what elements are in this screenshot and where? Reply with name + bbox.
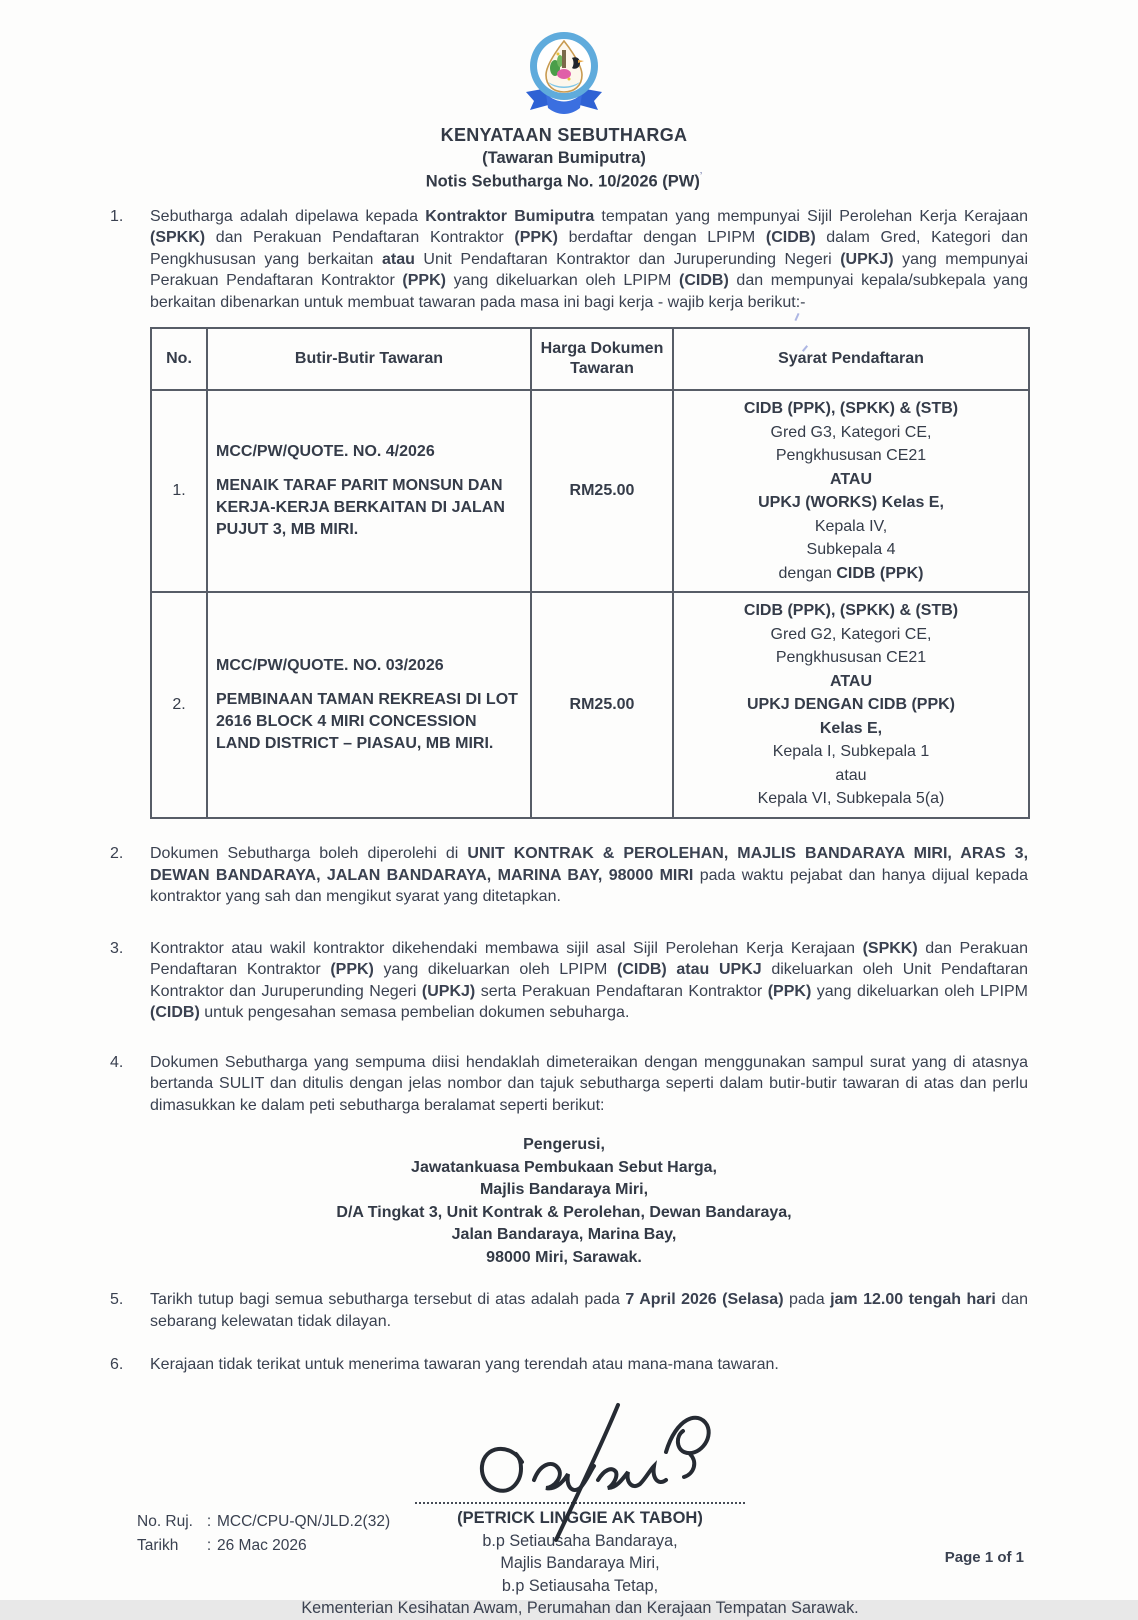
paragraph-3 bbox=[100, 938, 1033, 1024]
paragraph-3-text: Kontraktor atau wakil kontraktor dikehendaki membawa sijil asal Sijil Perolehan Kerja Kerajaan (SPKK) dan Perakuan Pendaftaran Kontraktor (PPK) yang dikeluarkan oleh LPIPM (CIDB) atau UPKJ dikeluarkan oleh Unit Pendaftaran Kontraktor dan Juruperunding Negeri (UPKJ) serta Perakuan Pendaftaran Kontraktor (PPK) yang dikeluarkan oleh LPIPM (CIDB) untuk pengesahan semasa pembelian dokumen sebuharga. bbox=[150, 939, 1033, 1021]
scan-mark: ʼ bbox=[699, 171, 703, 183]
row1-no: 1. bbox=[151, 390, 207, 592]
signatory-titles: b.p Setiausaha Bandaraya, Majlis Bandaraya Miri, b.p Setiausaha Tetap, Kementerian Kesihatan Awam, Perumahan dan Kerajaan Tempatan Sarawak. bbox=[301, 1531, 859, 1617]
col-header-no: No. bbox=[151, 328, 207, 390]
paragraph-3-number: 3. bbox=[110, 939, 124, 957]
footer-reference bbox=[137, 1510, 390, 1558]
ref-colon: : bbox=[206, 1513, 212, 1530]
paragraph-2 bbox=[100, 843, 1033, 908]
page-number: Page 1 of 1 bbox=[944, 1549, 1024, 1566]
city-crest-icon bbox=[514, 30, 614, 118]
tender-table bbox=[150, 327, 1030, 819]
paragraph-5-number: 5. bbox=[110, 1291, 124, 1308]
col-header-harga: Harga Dokumen Tawaran bbox=[531, 328, 673, 390]
paragraph-6-number: 6. bbox=[110, 1356, 124, 1373]
document-content bbox=[100, 30, 1033, 1620]
row2-harga: RM25.00 bbox=[531, 592, 673, 818]
date-row bbox=[137, 1534, 390, 1558]
ref-label: No. Ruj. bbox=[137, 1513, 193, 1530]
col-header-butir: Butir-Butir Tawaran bbox=[207, 328, 531, 390]
row2-butir: MCC/PW/QUOTE. NO. 03/2026 PEMBINAAN TAMAN REKREASI DI LOT 2616 BLOCK 4 MIRI CONCESSION LAND DISTRICT – PIASAU, MB MIRI. bbox=[207, 592, 531, 818]
paragraph-5 bbox=[100, 1289, 1033, 1332]
document-titles bbox=[100, 125, 1028, 192]
paragraph-4-number: 4. bbox=[110, 1053, 124, 1071]
page-title: KENYATAAN SEBUTHARGA bbox=[440, 125, 688, 145]
date-colon: : bbox=[206, 1537, 212, 1554]
scan-artifact bbox=[794, 313, 799, 321]
subtitle-bumiputra: (Tawaran Bumiputra) bbox=[482, 149, 646, 167]
paragraph-1 bbox=[100, 206, 1033, 314]
reference-number-row bbox=[137, 1510, 390, 1534]
paragraph-1-text: Sebutharga adalah dipelawa kepada Kontraktor Bumiputra tempatan yang mempunyai Sijil Perolehan Kerja Kerajaan (SPKK) dan Perakuan Pendaftaran Kontraktor (PPK) berdaftar dengan LPIPM (CIDB) dalam Gred, Kategori dan Pengkhususan yang berkaitan atau Unit Pendaftaran Kontraktor dan Juruperunding Negeri (UPKJ) yang mempunyai Perakuan Pendaftaran Kontraktor (PPK) yang dikeluarkan oleh LPIPM (CIDB) dan mempunyai kepala/subkepala yang berkaitan dibenarkan untuk membuat tawaran pada masa ini bagi kerja - wajib kerja berikut:- bbox=[150, 207, 1033, 311]
col-header-syarat: Syarat Pendaftaran bbox=[673, 328, 1029, 390]
table-row bbox=[151, 592, 1029, 818]
row1-butir: MCC/PW/QUOTE. NO. 4/2026 MENAIK TARAF PARIT MONSUN DAN KERJA-KERJA BERKAITAN DI JALAN PUJUT 3, MB MIRI. bbox=[207, 390, 531, 592]
paragraph-4 bbox=[100, 1052, 1033, 1117]
paragraph-1-number: 1. bbox=[110, 207, 124, 225]
paragraph-2-text: Dokumen Sebutharga boleh diperolehi di UNIT KONTRAK & PEROLEHAN, MAJLIS BANDARAYA MIRI, ARAS 3, DEWAN BANDARAYA, JALAN BANDARAYA, MARINA BAY, 98000 MIRI pada waktu pejabat dan hanya dijual kepada kontraktor yang sah dan mengikut syarat yang ditetapkan. bbox=[150, 845, 1033, 905]
date-label: Tarikh bbox=[137, 1537, 179, 1554]
signatory-name: (PETRICK LINGGIE AK TABOH) bbox=[457, 1508, 703, 1527]
row2-no: 2. bbox=[151, 592, 207, 818]
header-logo bbox=[100, 30, 1028, 123]
row1-syarat: CIDB (PPK), (SPKK) & (STB) Gred G3, Kategori CE, Pengkhususan CE21 ATAU UPKJ (WORKS) Kelas E, Kepala IV, Subkepala 4 dengan CIDB (PPK) bbox=[673, 390, 1029, 592]
paragraph-5-text: Tarikh tutup bagi semua sebutharga tersebut di atas adalah pada 7 April 2026 (Selasa) pada jam 12.00 tengah hari dan sebarang kelewatan tidak dilayan. bbox=[150, 1291, 1033, 1330]
table-header-row bbox=[151, 328, 1029, 390]
tender-table-wrap bbox=[150, 327, 1028, 819]
table-row bbox=[151, 390, 1029, 592]
paragraph-2-number: 2. bbox=[110, 845, 124, 862]
row1-harga: RM25.00 bbox=[531, 390, 673, 592]
paragraph-4-text: Dokumen Sebutharga yang sempuma diisi hendaklah dimeteraikan dengan menggunakan sampul surat yang di atasnya bertanda SULIT dan ditulis dengan jelas nombor dan tajuk sebutharga seperti dalam butir-butir tawaran di atas dan perlu dimasukkan ke dalam peti sebutharga beralamat seperti berikut: bbox=[150, 1053, 1033, 1114]
date-value: 26 Mac 2026 bbox=[217, 1537, 307, 1554]
notice-number-line: Notis Sebutharga No. 10/2026 (PW)$^ʼ$ bbox=[425, 171, 703, 191]
submission-address: Pengerusi, Jawatankuasa Pembukaan Sebut Harga, Majlis Bandaraya Miri, D/A Tingkat 3, Unit Kontrak & Perolehan, Dewan Bandaraya, Jalan Bandaraya, Marina Bay, 98000 Miri, Sarawak. bbox=[336, 1136, 792, 1266]
paragraph-6 bbox=[100, 1354, 1028, 1376]
paragraph-6-text: Kerajaan tidak terikat untuk menerima tawaran yang terendah atau mana-mana tawaran. bbox=[150, 1356, 779, 1373]
ref-value: MCC/CPU-QN/JLD.2(32) bbox=[217, 1513, 391, 1530]
row2-syarat: CIDB (PPK), (SPKK) & (STB) Gred G2, Kategori CE, Pengkhususan CE21 ATAU UPKJ DENGAN CIDB (PPK) Kelas E, Kepala I, Subkepala 1 atau Kepala VI, Subkepala 5(a) bbox=[673, 592, 1029, 818]
handwritten-signature-icon bbox=[430, 1402, 730, 1542]
